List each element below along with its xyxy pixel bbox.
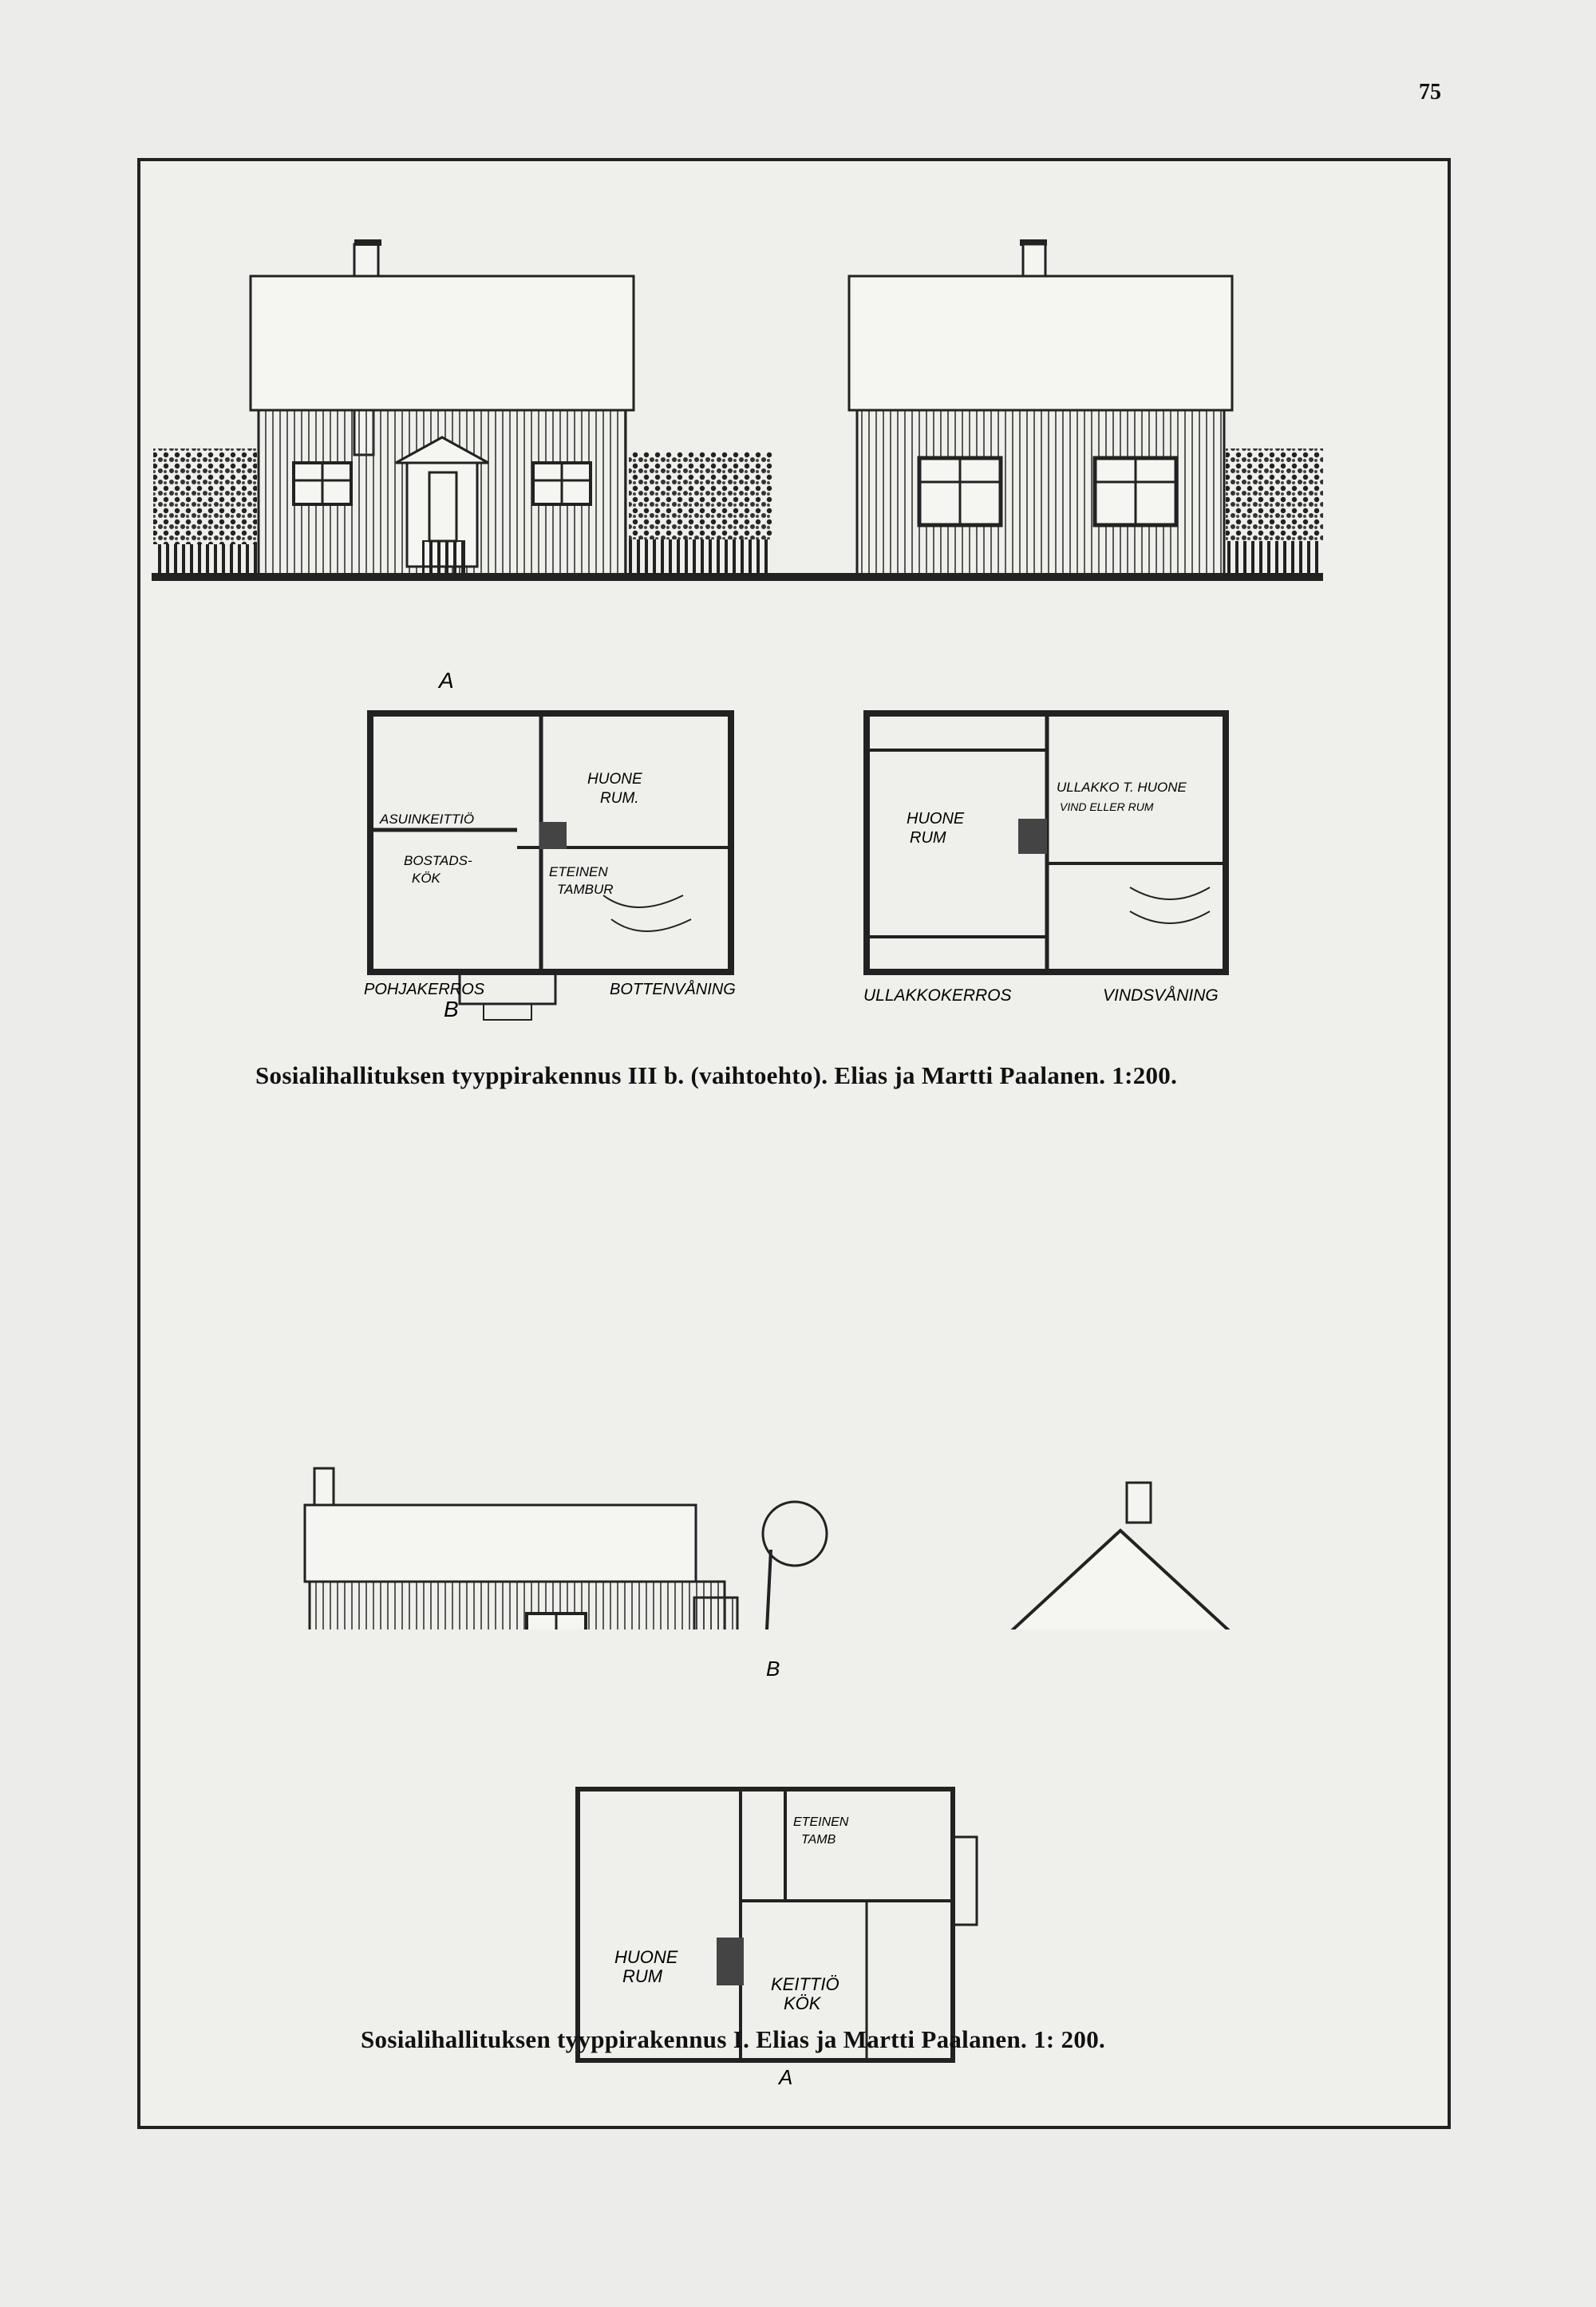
room-label: ETEINEN — [549, 864, 608, 879]
section-marker: B — [444, 997, 459, 1021]
house-left-elevation — [251, 239, 634, 578]
section-marker: B — [766, 1661, 780, 1681]
room-label: KÖK — [412, 871, 440, 886]
room-label: RUM. — [600, 790, 639, 807]
figure-caption-top: Sosialihallituksen tyyppirakennus III b. (vaihtoehto). Elias ja Martti Paalanen. 1:200. — [255, 1061, 1178, 1089]
room-label: ASUINKEITTIÖ — [380, 812, 475, 827]
page-number: 75 — [1419, 80, 1441, 105]
room-label: KEITTIÖ — [771, 1974, 839, 1994]
figure-caption-bottom: Sosialihallituksen tyyppirakennus I. Elias ja Martti Paalanen. 1: 200. — [361, 2025, 1106, 2053]
room-label: TAMB — [801, 1833, 836, 1847]
room-label: RUM — [622, 1966, 663, 1986]
room-label: VIND ELLER RUM — [1060, 800, 1154, 813]
floor-name-sv: VINDSVÅNING — [1103, 986, 1219, 1005]
room-label: HUONE — [907, 810, 965, 828]
elevation-drawing-top — [140, 161, 1449, 624]
room-label: RUM — [910, 829, 946, 847]
room-label: HUONE — [587, 771, 642, 788]
room-label: TAMBUR — [557, 882, 614, 897]
floor-name-sv: BOTTENVÅNING — [610, 981, 736, 998]
room-label: ULLAKKO T. HUONE — [1057, 780, 1187, 795]
room-label: HUONE — [614, 1947, 678, 1967]
room-label: BOSTADS- — [404, 853, 472, 868]
figure-frame — [137, 158, 1451, 2129]
section-marker: A — [779, 2065, 793, 2089]
house-right-elevation — [849, 239, 1232, 578]
section-marker: A — [439, 668, 454, 693]
elevation-drawing-bottom — [140, 1262, 1449, 1630]
room-label: ETEINEN — [793, 1815, 849, 1829]
floor-name-fi: ULLAKKOKERROS — [863, 986, 1012, 1005]
floor-plans-top — [140, 656, 1449, 1023]
floor-name-fi: POHJAKERROS — [364, 981, 485, 998]
room-label: KÖK — [784, 1993, 821, 2013]
plan-attic-floor — [863, 713, 1226, 1005]
plan-bottom-floor — [364, 668, 736, 1021]
